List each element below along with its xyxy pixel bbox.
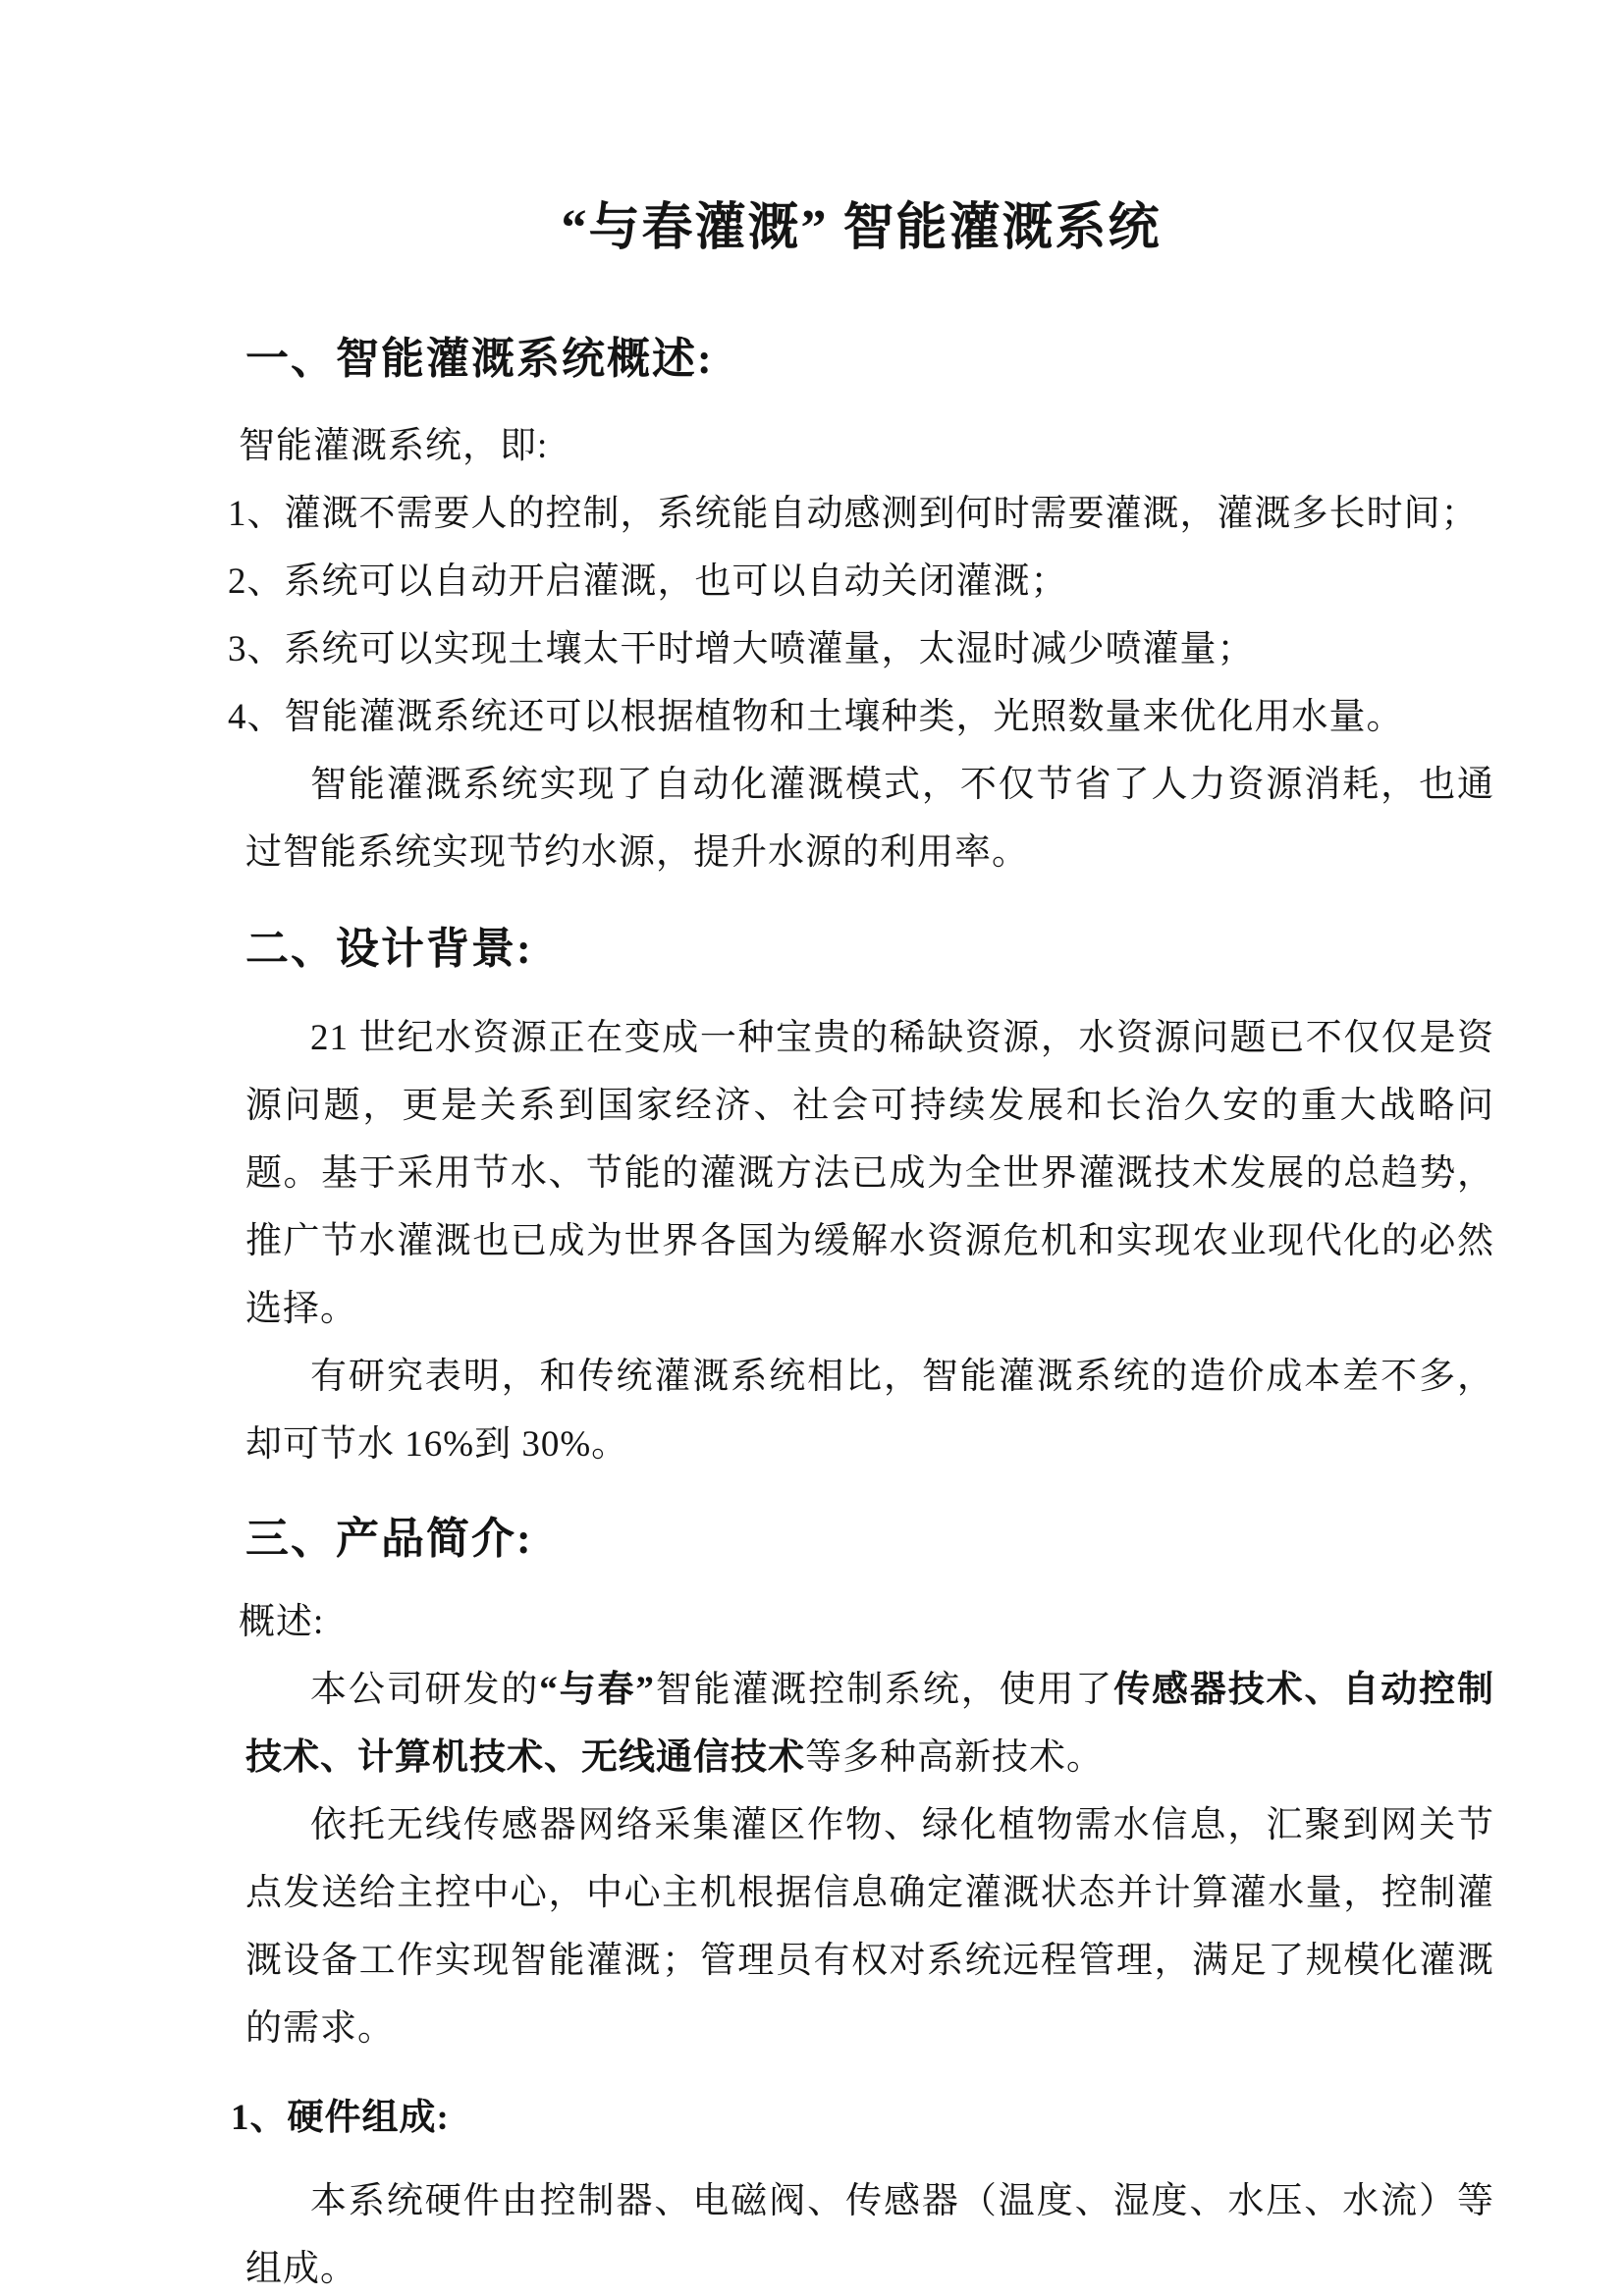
section2-paragraph-1: 21 世纪水资源正在变成一种宝贵的稀缺资源，水资源问题已不仅仅是资源问题，更是关系到国家经济、社会可持续发展和长治久安的重大战略问题。基于采用节水、节能的灌溉方法已成为全世界灌溉技术发展的总趋势，推广节水灌溉也已成为世界各国为缓解水资源危机和实现农业现代化的必然选择。 xyxy=(245,1018,1494,1329)
list-item-3: 3、系统可以实现土壤太干时增大喷灌量，太湿时减少喷灌量； xyxy=(228,629,1255,669)
section2-paragraph-2: 有研究表明，和传统灌溉系统相比，智能灌溉系统的造价成本差不多，却可节水 16%到 30%。 xyxy=(245,1357,1494,1465)
technology-list: 传感器技术、自动控制技术、计算机技术、无线通信技术 xyxy=(245,1670,1495,1778)
list-item-4: 4、智能灌溉系统还可以根据植物和土壤种类，光照数量来优化用水量。 xyxy=(228,697,1404,737)
list-item-2: 2、系统可以自动开启灌溉，也可以自动关闭灌溉； xyxy=(228,561,1068,602)
section3-network-paragraph: 依托无线传感器网络采集灌区作物、绿化植物需水信息，汇聚到网关节点发送给主控中心，中心主机根据信息确定灌溉状态并计算灌水量，控制灌溉设备工作实现智能灌溉；管理员有权对系统远程管理，满足了规模化灌溉的需求。 xyxy=(245,1805,1494,2049)
section1-summary-paragraph: 智能灌溉系统实现了自动化灌溉模式，不仅节省了人力资源消耗，也通过智能系统实现节约水源，提升水源的利用率。 xyxy=(245,765,1494,873)
section1-heading: 一、智能灌溉系统概述: xyxy=(245,335,714,383)
section3-intro-paragraph xyxy=(245,1656,1494,1791)
subsection-hardware-heading: 1、硬件组成: xyxy=(231,2098,450,2138)
list-item-1: 1、灌溉不需要人的控制，系统能自动感测到何时需要灌溉，灌溉多长时间； xyxy=(228,494,1479,534)
section1-lead: 智能灌溉系统，即: xyxy=(239,426,549,466)
intro-segment-3: 等多种高新技术。 xyxy=(805,1737,1104,1778)
subsection-hardware-paragraph: 本系统硬件由控制器、电磁阀、传感器（温度、湿度、水压、水流）等组成。 xyxy=(245,2181,1494,2289)
intro-segment-2: 智能灌溉控制系统，使用了 xyxy=(654,1670,1114,1710)
product-name: “与春” xyxy=(539,1670,655,1710)
section2-heading: 二、设计背景: xyxy=(245,925,533,973)
document-title: “与春灌溉” 智能灌溉系统 xyxy=(561,200,1162,256)
section3-heading: 三、产品简介: xyxy=(245,1515,533,1563)
intro-segment-1: 本公司研发的 xyxy=(310,1670,540,1710)
overview-label: 概述: xyxy=(239,1602,325,1642)
